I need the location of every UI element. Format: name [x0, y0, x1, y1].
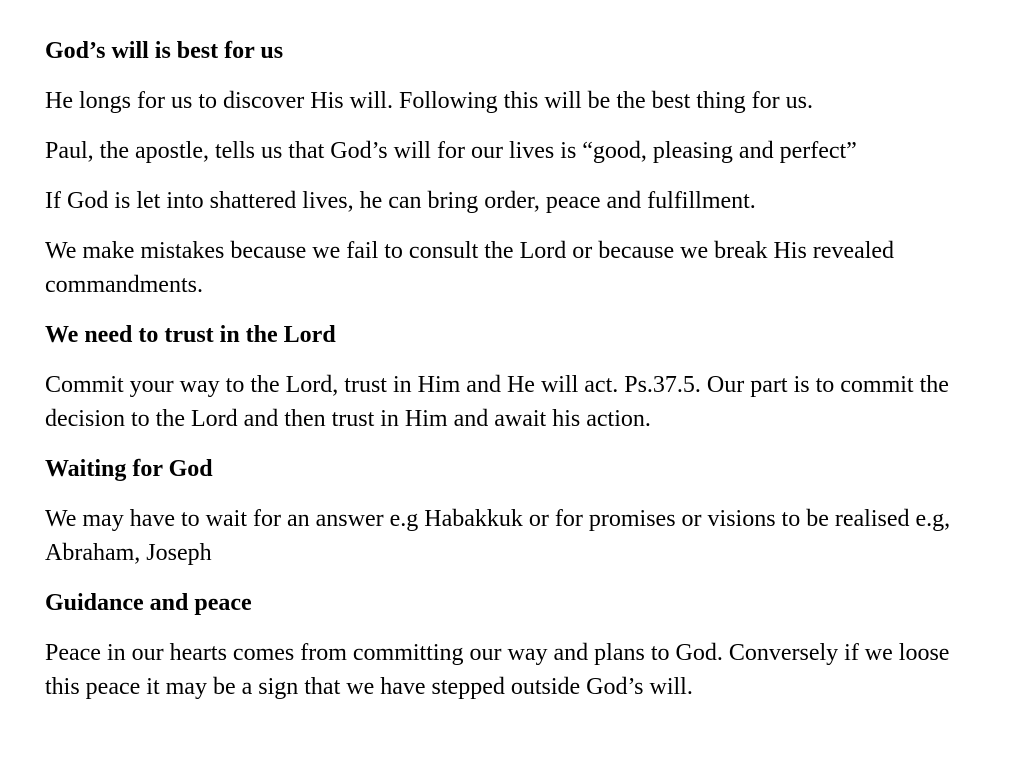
heading-gods-will: God’s will is best for us [45, 38, 284, 64]
heading-guidance-peace: Guidance and peace [45, 590, 252, 616]
paragraph-shattered-lives: If God is let into shattered lives, he can bring order, peace and fulfillment. [45, 188, 756, 214]
heading-trust-lord: We need to trust in the Lord [45, 322, 336, 348]
paragraph-mistakes: We make mistakes because we fail to consult the Lord or because we break His revealed commandments. [45, 238, 895, 298]
paragraph-wait-answer: We may have to wait for an answer e.g Habakkuk or for promises or visions to be realised e.g, Abraham, Joseph [45, 506, 951, 566]
paragraph-discover-will: He longs for us to discover His will. Following this will be the best thing for us. [45, 88, 813, 114]
paragraph-peace-hearts: Peace in our hearts comes from committing our way and plans to God. Conversely if we loose this peace it may be a sign that we have stepped outside God’s will. [45, 640, 950, 700]
paragraph-paul-apostle: Paul, the apostle, tells us that God’s will for our lives is “good, pleasing and perfect” [45, 138, 857, 164]
heading-waiting-for-god: Waiting for God [45, 456, 213, 482]
paragraph-commit-way: Commit your way to the Lord, trust in Him and He will act. Ps.37.5. Our part is to commit the decision to the Lord and then trust in Him and await his action. [45, 372, 949, 432]
